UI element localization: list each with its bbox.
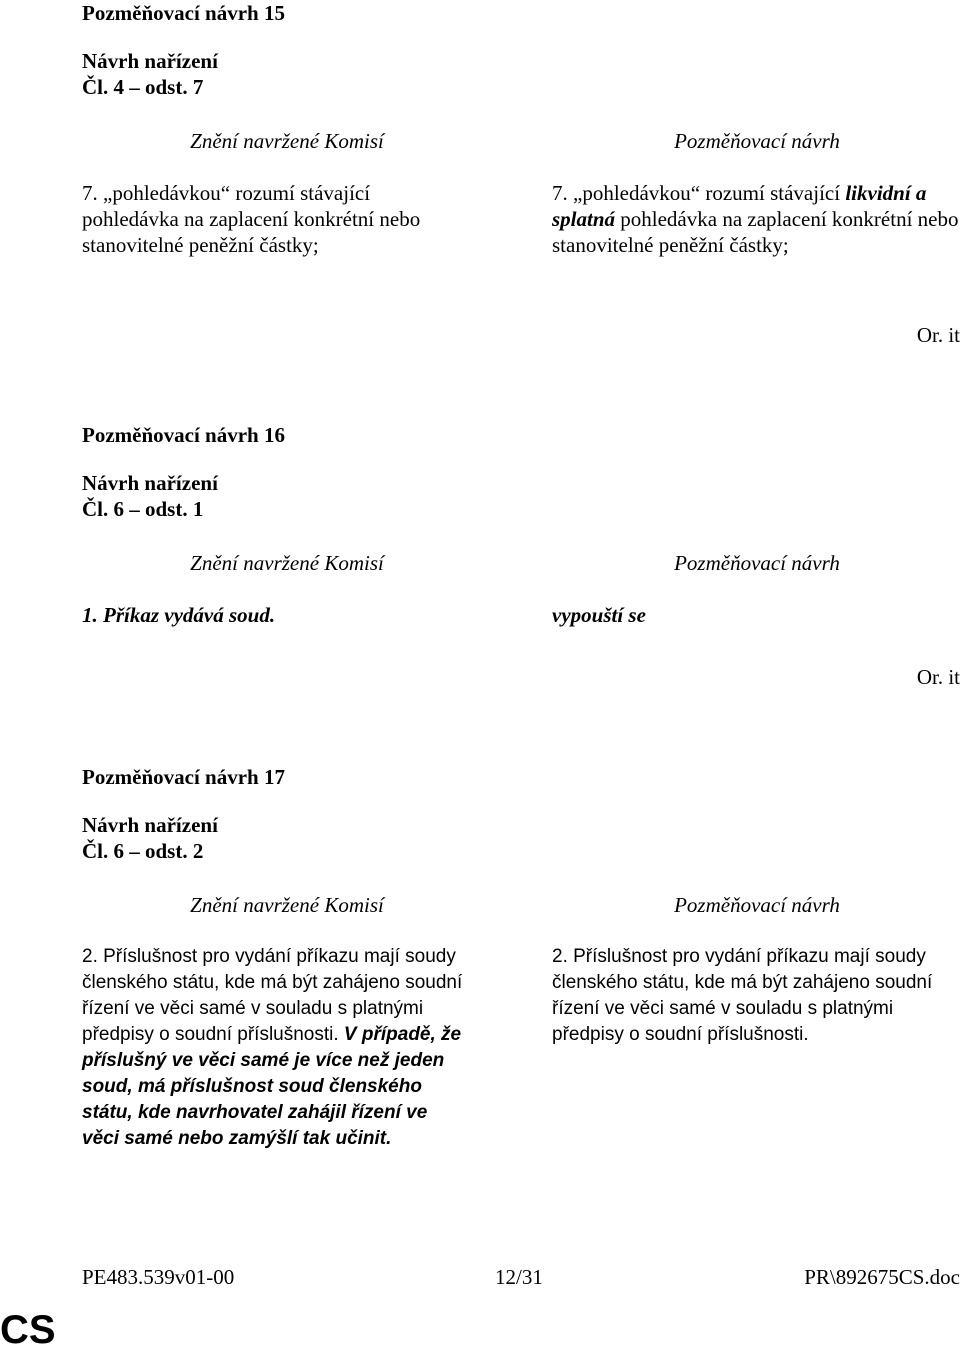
footer-page-number: 12/31 — [495, 1265, 543, 1289]
amendment-15-origin: Or. it — [916, 323, 960, 347]
amendment-17-right-text: 2. Příslušnost pro vydání příkazu mají soudy členského státu, kde má být zahájeno soudní řízení ve věci samé v souladu s platnými předpisy o soudní příslušnosti. — [552, 946, 933, 1045]
amendment-15-article: Čl. 4 – odst. 7 — [82, 75, 204, 99]
amendment-15-title: Pozměňovací návrh 15 — [82, 1, 285, 25]
left-text-emph: V případě, že příslušný ve věci samé je více než jeden soud, má příslušnost soud členského státu, kde navrhovatel zahájil řízení ve věci samé nebo zamýšlí tak učinit. — [82, 1024, 462, 1149]
amendment-15-left-text — [82, 180, 420, 258]
amendment-15-left-header: Znění navržené Komisí — [190, 129, 384, 153]
amendment-15-right-text — [552, 180, 960, 258]
left-text-line: 7. „pohledávkou“ rozumí stávající — [82, 181, 371, 205]
amendment-16-origin: Or. it — [916, 665, 960, 689]
amendment-17-left-header: Znění navržené Komisí — [190, 893, 384, 917]
amendment-17-right-header: Pozměňovací návrh — [674, 893, 840, 917]
amendment-16-right-text: vypouští se — [552, 603, 646, 627]
right-text-normal: 7. „pohledávkou“ rozumí stávající — [552, 181, 846, 205]
left-text-line: pohledávka na zaplacení konkrétní nebo — [82, 207, 421, 231]
amendment-17-article: Čl. 6 – odst. 2 — [82, 839, 204, 863]
amendment-16-article: Čl. 6 – odst. 1 — [82, 497, 204, 521]
amendment-16-proposal: Návrh nařízení — [82, 471, 218, 495]
left-text-line: stanovitelné peněžní částky; — [82, 233, 319, 257]
amendment-16-right-header: Pozměňovací návrh — [674, 551, 840, 575]
amendment-17-left-text — [82, 944, 466, 1152]
amendment-17-proposal: Návrh nařízení — [82, 813, 218, 837]
footer-file-name: PR\892675CS.doc — [804, 1265, 960, 1289]
amendment-16-left-text: 1. Příkaz vydává soud. — [82, 603, 276, 627]
language-code: CS — [0, 1308, 56, 1352]
amendment-15-proposal: Návrh nařízení — [82, 49, 218, 73]
right-text-emph: likvidní — [845, 181, 911, 205]
amendment-15-right-header: Pozměňovací návrh — [674, 129, 840, 153]
amendment-16-left-header: Znění navržené Komisí — [190, 551, 384, 575]
footer-doc-ref: PE483.539v01-00 — [82, 1265, 235, 1289]
right-text-emph: a splatná — [552, 181, 927, 231]
amendment-17-title: Pozměňovací návrh 17 — [82, 765, 285, 789]
left-text-normal: 2. Příslušnost pro vydání příkazu mají soudy členského státu, kde má být zahájeno soudní řízení ve věci samé v souladu s platnými předpisy o soudní příslušnosti. — [82, 946, 463, 1045]
amendment-16-title: Pozměňovací návrh 16 — [82, 423, 285, 447]
right-text-normal: pohledávka na zaplacení konkrétní nebo stanovitelné peněžní částky; — [552, 207, 959, 257]
